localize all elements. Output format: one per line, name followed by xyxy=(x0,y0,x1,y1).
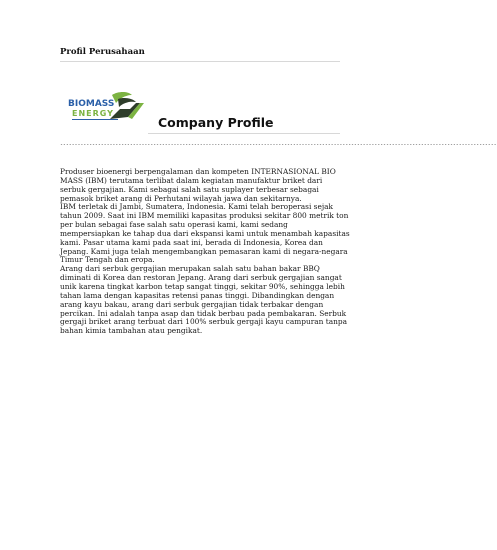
logo-line2: ENERGY xyxy=(72,109,114,118)
body-text xyxy=(60,168,350,336)
company-profile-title: Company Profile xyxy=(158,115,274,130)
logo-underline xyxy=(72,119,118,120)
paragraph-location: IBM terletak di Jambi, Sumatera, Indonesia. Kami telah beroperasi sejak tahun 2009. Saat ini IBM memiliki kapasitas produksi sekitar 800 metrik ton per bulan sebagai fase salah satu operasi kami, kami sedang mempersiapkan ke tahap dua dari ekspansi kami untuk menambah kapasitas kami. Pasar utama kami pada saat ini, berada di Indonesia, Korea dan Jepang. Kami juga telah mengembangkan pemasaran kami di negara-negara Timur Tengah dan eropa. xyxy=(60,202,350,265)
page-header-title: Profil Perusahaan xyxy=(60,47,145,57)
paragraph-intro: Produser bioenergi berpengalaman dan kompeten INTERNASIONAL BIO MASS (IBM) terutama terlibat dalam kegiatan manufaktur briket dari serbuk gergajian. Kami sebagai salah satu suplayer terbesar sebagai pemasok briket arang di Perhutani wilayah jawa dan sekitarnya. xyxy=(60,167,336,203)
paragraph-product: Arang dari serbuk gergajian merupakan salah satu bahan bakar BBQ diminati di Korea dan restoran Jepang. Arang dari serbuk gergajian sangat unik karena tingkat karbon tetap sangat tinggi, sekitar 90%, sehingga lebih tahan lama dengan kapasitas retensi panas tinggi. Dibandingkan dengan arang kayu bakau, arang dari serbuk gergajian tidak terbakar dengan percikan. Ini adalah tanpa asap dan tidak berbau pada pembakaran. Serbuk gergaji briket arang terbuat dari 100% serbuk gergaji kayu campuran tanpa bahan kimia tambahan atau pengikat. xyxy=(60,264,348,336)
dashed-divider: ------------------------------------------------------------------------------------------------------------------------------------------------------ xyxy=(60,142,497,148)
biomass-energy-logo xyxy=(66,89,146,129)
title-divider xyxy=(148,133,340,134)
header-divider xyxy=(60,61,340,62)
logo-line1: BIOMASS xyxy=(68,99,115,109)
leaf-logo-icon xyxy=(110,92,144,119)
